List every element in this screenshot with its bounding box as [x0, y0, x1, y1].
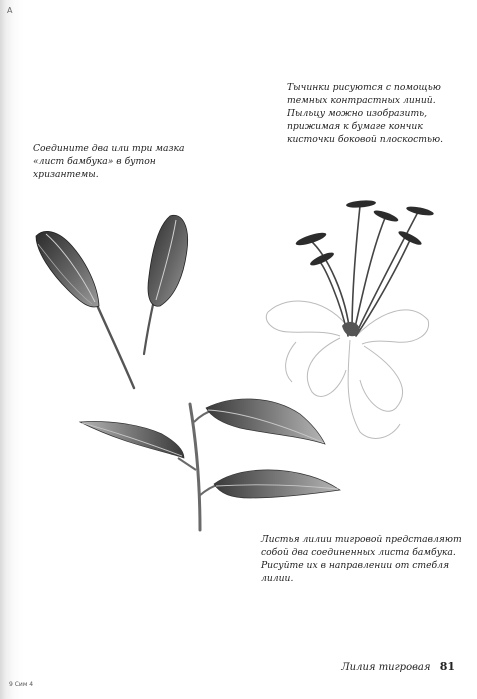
- caption-buds-line-2: «лист бамбука» в бутон: [33, 156, 156, 167]
- page-number: 81: [439, 660, 455, 673]
- caption-leaves-line-4: лилии.: [261, 573, 294, 584]
- right-bud-stem: [144, 300, 154, 354]
- caption-buds-line-3: хризантемы.: [33, 169, 99, 180]
- caption-buds-line-1: Соедините два или три мазка: [33, 143, 185, 154]
- stamen-filaments: [310, 206, 418, 336]
- caption-stamens-line-4: прижимая к бумаге кончик: [287, 121, 423, 132]
- stem-leaves-illustration: [80, 399, 340, 530]
- right-bud: [148, 215, 188, 306]
- stamen-base: [342, 322, 360, 336]
- caption-leaves-line-2: собой два соединенных листа бамбука.: [261, 547, 456, 558]
- caption-stamens-line-1: Тычинки рисуются с помощью: [287, 82, 441, 93]
- caption-stamens-line-3: Пыльцу можно изобразить,: [287, 108, 428, 119]
- corner-mark: A: [7, 6, 13, 15]
- running-title: Лилия тигровая: [341, 662, 431, 673]
- leaf-lower-right: [214, 470, 340, 498]
- footer-print-note: 9 Сим 4: [9, 681, 34, 688]
- left-bud-stem: [97, 305, 134, 388]
- caption-stamens-line-5: кисточки боковой плоскостью.: [287, 134, 444, 145]
- stamen-anthers: [295, 199, 435, 267]
- lily-buds-illustration: [36, 215, 188, 388]
- footer-running-head: [341, 660, 455, 673]
- caption-stamens-line-2: темных контрастных линий.: [287, 95, 436, 106]
- stamens-illustration: [266, 199, 434, 438]
- caption-leaves-line-1: Листья лилии тигровой представляют: [261, 534, 462, 545]
- caption-leaves-line-3: Рисуйте их в направлении от стебля: [261, 560, 450, 571]
- left-bud: [36, 231, 99, 307]
